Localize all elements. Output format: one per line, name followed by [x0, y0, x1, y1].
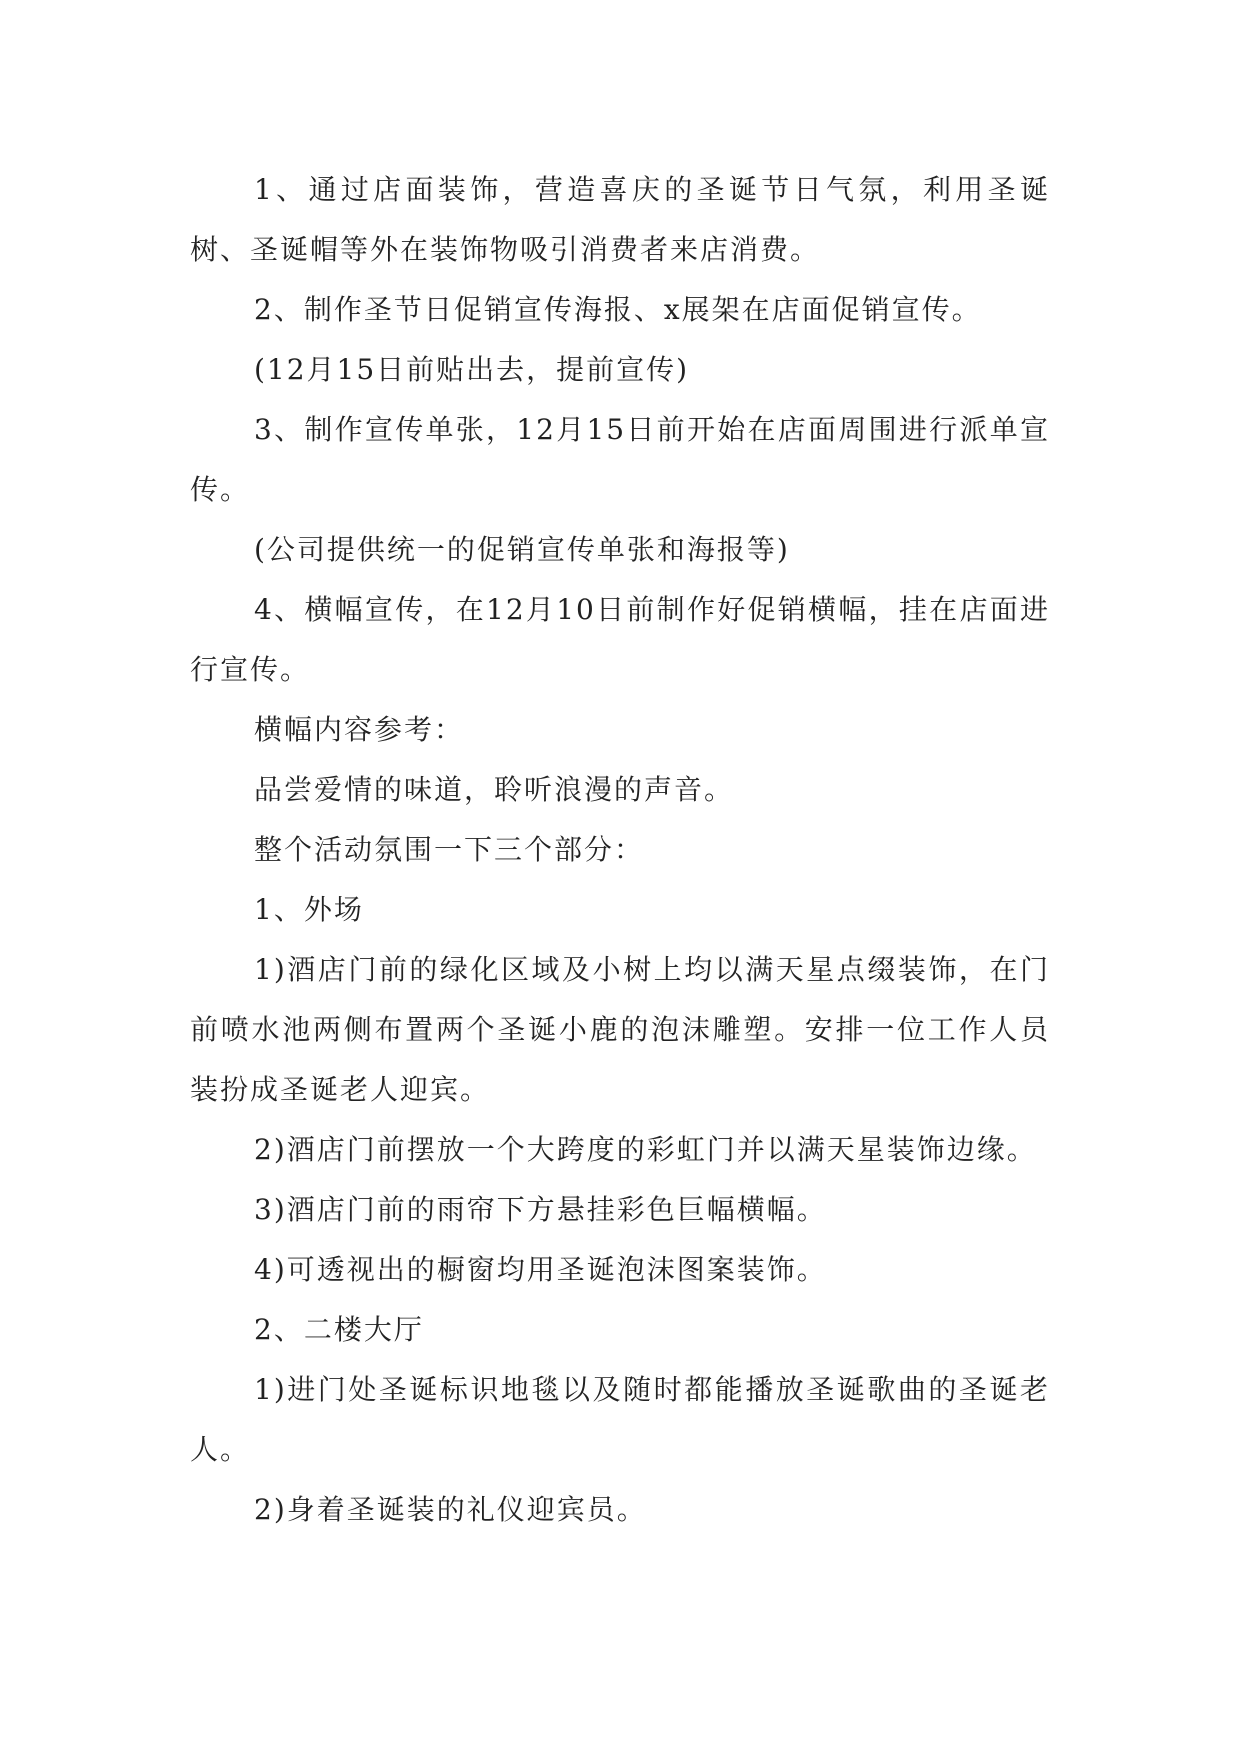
paragraph-banner-reference: 横幅内容参考：	[254, 713, 465, 746]
paragraph-atmosphere-intro: 整个活动氛围一下三个部分：	[254, 833, 645, 866]
paragraph-banner-slogan: 品尝爱情的味道，聆听浪漫的声音。	[254, 773, 735, 806]
paragraph-hall-1: 1)进门处圣诞标识地毯以及随时都能播放圣诞歌曲的圣诞老人。	[190, 1373, 1050, 1466]
paragraph-poster-note: (12月15日前贴出去，提前宣传)	[254, 353, 690, 386]
document-body	[190, 160, 1050, 1540]
heading-second-floor-hall: 2、二楼大厅	[254, 1313, 424, 1346]
paragraph-outdoor-4: 4)可透视出的橱窗均用圣诞泡沫图案装饰。	[254, 1253, 827, 1286]
paragraph-decoration-goal: 1、通过店面装饰，营造喜庆的圣诞节日气氛，利用圣诞树、圣诞帽等外在装饰物吸引消费者来店消费。	[190, 173, 1050, 266]
heading-outdoor: 1、外场	[254, 893, 364, 926]
paragraph-outdoor-2: 2)酒店门前摆放一个大跨度的彩虹门并以满天星装饰边缘。	[254, 1133, 1037, 1166]
paragraph-flyers: 3、制作宣传单张，12月15日前开始在店面周围进行派单宣传。	[190, 413, 1050, 506]
paragraph-outdoor-1: 1)酒店门前的绿化区域及小树上均以满天星点缀装饰，在门前喷水池两侧布置两个圣诞小鹿的泡沫雕塑。安排一位工作人员装扮成圣诞老人迎宾。	[190, 953, 1050, 1106]
paragraph-poster: 2、制作圣节日促销宣传海报、x展架在店面促销宣传。	[254, 293, 982, 326]
paragraph-hall-2: 2)身着圣诞装的礼仪迎宾员。	[254, 1493, 647, 1526]
paragraph-outdoor-3: 3)酒店门前的雨帘下方悬挂彩色巨幅横幅。	[254, 1193, 827, 1226]
paragraph-flyers-note: (公司提供统一的促销宣传单张和海报等)	[254, 533, 790, 566]
paragraph-banner: 4、横幅宣传，在12月10日前制作好促销横幅，挂在店面进行宣传。	[190, 593, 1050, 686]
